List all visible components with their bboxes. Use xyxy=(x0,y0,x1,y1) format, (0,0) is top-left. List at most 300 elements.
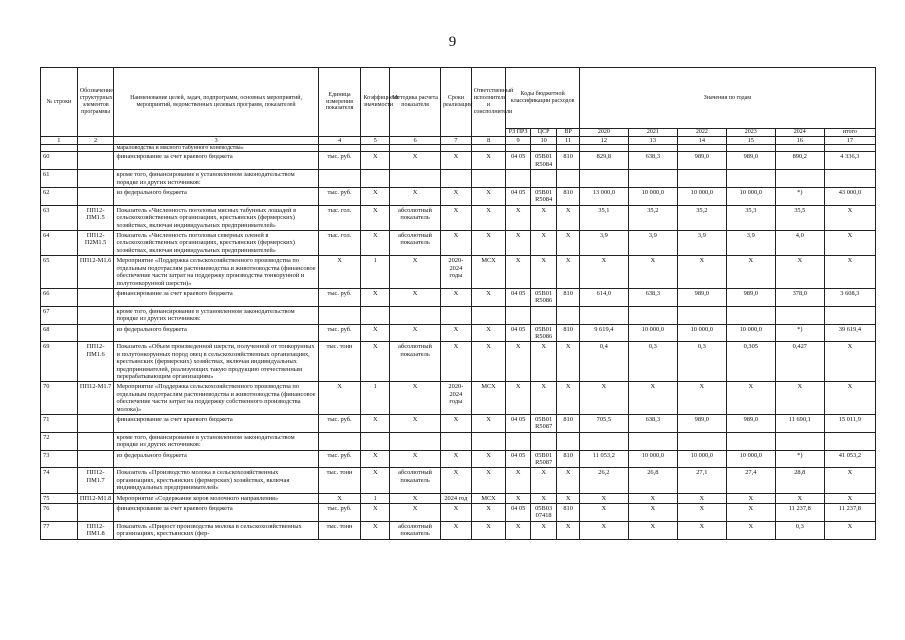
csr-code-cell xyxy=(530,170,557,188)
value-2023: 989,0 xyxy=(726,415,775,433)
csr-code-cell: X xyxy=(530,256,557,289)
executor-cell xyxy=(471,306,506,324)
item-name: Показатель «Прирост производства молока в сельскохозяйственных организациях, крестьянских (фер- xyxy=(114,521,318,539)
value-2022: 10 000,0 xyxy=(677,450,726,468)
terms-cell: X xyxy=(441,450,472,468)
row-number: 77 xyxy=(41,521,78,539)
row-number: 63 xyxy=(41,205,78,230)
value-2024: X xyxy=(775,256,824,289)
coefficient-cell: 1 xyxy=(361,382,390,415)
value-2022: 0,3 xyxy=(677,342,726,382)
item-name: кроме того, финансирование в установленном законодательством порядке из других источников: xyxy=(114,432,318,450)
vr-code-cell: 810 xyxy=(557,288,579,306)
executor-cell: X xyxy=(471,504,506,522)
value-2024: 890,2 xyxy=(775,152,824,170)
table-row xyxy=(41,415,876,433)
structural-element-code: ПП12-М1.7 xyxy=(77,382,114,415)
executor-cell: X xyxy=(471,152,506,170)
header-terms: Сроки реализации xyxy=(441,68,472,137)
header-year: 2021 xyxy=(628,129,677,137)
structural-element-code xyxy=(77,450,114,468)
table-row xyxy=(41,432,876,450)
table-row xyxy=(41,170,876,188)
csr-code-cell: X xyxy=(530,493,557,503)
value-2021: 10 000,0 xyxy=(628,324,677,342)
value-total: 3 608,3 xyxy=(824,288,875,306)
cell xyxy=(318,145,361,152)
cell xyxy=(579,145,628,152)
coefficient-cell: X xyxy=(361,521,390,539)
unit-cell: X xyxy=(318,256,361,289)
continuation-row xyxy=(41,145,876,152)
value-2020: X xyxy=(579,493,628,503)
vr-code-cell: X xyxy=(557,521,579,539)
continuation-text: мараловодства и мясного табунного коневодства» xyxy=(114,145,318,152)
coefficient-cell xyxy=(361,432,390,450)
vr-code-cell: 810 xyxy=(557,415,579,433)
csr-code-cell xyxy=(530,432,557,450)
vr-code-cell: 810 xyxy=(557,324,579,342)
cell xyxy=(726,145,775,152)
coefficient-cell: X xyxy=(361,415,390,433)
value-total: X xyxy=(824,382,875,415)
executor-cell: X xyxy=(471,521,506,539)
executor-cell: X xyxy=(471,288,506,306)
value-total: 4 336,3 xyxy=(824,152,875,170)
value-2023: X xyxy=(726,256,775,289)
header-name: Наименование целей, задач, подпрограмм, основных мероприятий, мероприятий, ведомственных целевых программ, показателей xyxy=(114,68,318,137)
value-2021: X xyxy=(628,493,677,503)
value-2023: X xyxy=(726,493,775,503)
csr-code-cell: X xyxy=(530,342,557,382)
column-number: 13 xyxy=(628,137,677,145)
value-2024: *) xyxy=(775,188,824,206)
value-total xyxy=(824,432,875,450)
row-number: 69 xyxy=(41,342,78,382)
item-name: финансирование за счет краевого бюджета xyxy=(114,152,318,170)
method-cell: абсолютный показатель xyxy=(390,342,441,382)
unit-cell: тыс. руб. xyxy=(318,324,361,342)
terms-cell: X xyxy=(441,188,472,206)
item-name: Мероприятие «Поддержка сельскохозяйственного производства по отдельным подотраслям растениеводства и животноводства (финансовое обеспечение части затрат на поддержку собственного производства молока)» xyxy=(114,382,318,415)
row-number: 74 xyxy=(41,468,78,493)
unit-cell xyxy=(318,306,361,324)
terms-cell: X xyxy=(441,231,472,256)
method-cell xyxy=(390,170,441,188)
vr-code-cell: X xyxy=(557,256,579,289)
value-2021: 10 000,0 xyxy=(628,188,677,206)
structural-element-code: ПП12-М1.8 xyxy=(77,493,114,503)
header-rz: РЗ ПРЗ xyxy=(506,129,530,137)
row-number: 67 xyxy=(41,306,78,324)
csr-code-cell: X xyxy=(530,205,557,230)
column-number: 17 xyxy=(824,137,875,145)
terms-cell: 2020-2024 годы xyxy=(441,382,472,415)
cell xyxy=(530,145,557,152)
value-2023: 989,0 xyxy=(726,152,775,170)
value-2024 xyxy=(775,170,824,188)
coefficient-cell: 1 xyxy=(361,493,390,503)
coefficient-cell xyxy=(361,170,390,188)
value-2021: 26,8 xyxy=(628,468,677,493)
rz-code-cell xyxy=(506,432,530,450)
terms-cell: X xyxy=(441,415,472,433)
header-total: итого xyxy=(824,129,875,137)
coefficient-cell: X xyxy=(361,324,390,342)
terms-cell: X xyxy=(441,521,472,539)
method-cell: X xyxy=(390,504,441,522)
row-number: 75 xyxy=(41,493,78,503)
coefficient-cell: X xyxy=(361,205,390,230)
table-row xyxy=(41,504,876,522)
header-budget-codes: Коды бюджетной классификации расходов xyxy=(506,68,579,129)
item-name: финансирование за счет краевого бюджета xyxy=(114,415,318,433)
unit-cell: тыс. гол. xyxy=(318,231,361,256)
value-2023: 10 000,0 xyxy=(726,188,775,206)
header-year: 2023 xyxy=(726,129,775,137)
value-2020: 26,2 xyxy=(579,468,628,493)
value-total: X xyxy=(824,493,875,503)
coefficient-cell: X xyxy=(361,288,390,306)
csr-code-cell: 05В01 R5084 xyxy=(530,152,557,170)
column-number: 16 xyxy=(775,137,824,145)
rz-code-cell: X xyxy=(506,468,530,493)
coefficient-cell: X xyxy=(361,231,390,256)
column-number: 4 xyxy=(318,137,361,145)
row-number: 76 xyxy=(41,504,78,522)
value-2022 xyxy=(677,432,726,450)
header-csr: ЦСР xyxy=(530,129,557,137)
rz-code-cell: 04 05 xyxy=(506,504,530,522)
executor-cell: X xyxy=(471,231,506,256)
cell xyxy=(557,145,579,152)
rz-code-cell: X xyxy=(506,493,530,503)
executor-cell: X xyxy=(471,324,506,342)
cell xyxy=(390,145,441,152)
value-total: X xyxy=(824,342,875,382)
structural-element-code: ПП12-ПМ1.8 xyxy=(77,521,114,539)
value-2020: 3,9 xyxy=(579,231,628,256)
value-total xyxy=(824,170,875,188)
item-name: из федерального бюджета xyxy=(114,324,318,342)
rz-code-cell: 04 05 xyxy=(506,288,530,306)
method-cell xyxy=(390,306,441,324)
table-row xyxy=(41,152,876,170)
value-2024: X xyxy=(775,382,824,415)
cell xyxy=(628,145,677,152)
vr-code-cell: 810 xyxy=(557,188,579,206)
item-name: Мероприятие «Содержание коров молочного направления» xyxy=(114,493,318,503)
csr-code-cell: 05В01 R5087 xyxy=(530,415,557,433)
table-row xyxy=(41,342,876,382)
row-number: 66 xyxy=(41,288,78,306)
rz-code-cell: X xyxy=(506,342,530,382)
item-name: Показатель «Численность поголовья мясных табунных лошадей в сельскохозяйственных организациях, крестьянских (фермерских) хозяйствах, включая индивидуальных предпринимателей» xyxy=(114,205,318,230)
value-2023: X xyxy=(726,382,775,415)
terms-cell xyxy=(441,432,472,450)
structural-element-code xyxy=(77,170,114,188)
terms-cell: X xyxy=(441,205,472,230)
value-2021: 35,2 xyxy=(628,205,677,230)
value-2021: 638,3 xyxy=(628,415,677,433)
value-2024: 11 690,1 xyxy=(775,415,824,433)
method-cell: абсолютный показатель xyxy=(390,205,441,230)
vr-code-cell xyxy=(557,306,579,324)
csr-code-cell: X xyxy=(530,382,557,415)
value-total: X xyxy=(824,521,875,539)
value-2024: *) xyxy=(775,324,824,342)
value-2020 xyxy=(579,306,628,324)
value-2020: 614,0 xyxy=(579,288,628,306)
column-number: 12 xyxy=(579,137,628,145)
structural-element-code xyxy=(77,324,114,342)
value-2024: *) xyxy=(775,450,824,468)
csr-code-cell: 05В01 R5087 xyxy=(530,450,557,468)
value-2021: 0,3 xyxy=(628,342,677,382)
executor-cell: X xyxy=(471,342,506,382)
rz-code-cell: X xyxy=(506,521,530,539)
value-total: 39 619,4 xyxy=(824,324,875,342)
column-number: 6 xyxy=(390,137,441,145)
item-name: Показатель «Объем произведенной шерсти, полученной от тонкорунных и полутонкорунных пород овец в сельскохозяйственных организациях, крестьянских (фермерских) хозяйствах, включая индивидуальных предпринимателей, реализующих такую продукцию отечественным перерабатывающим организациям» xyxy=(114,342,318,382)
value-2022: X xyxy=(677,256,726,289)
header-subprogram: Обозначение структурных элементов программы xyxy=(77,68,114,137)
value-2022: X xyxy=(677,504,726,522)
coefficient-cell: X xyxy=(361,468,390,493)
value-2022: X xyxy=(677,521,726,539)
value-total xyxy=(824,306,875,324)
rz-code-cell xyxy=(506,170,530,188)
executor-cell xyxy=(471,170,506,188)
terms-cell xyxy=(441,170,472,188)
terms-cell: X xyxy=(441,152,472,170)
rz-code-cell: X xyxy=(506,231,530,256)
program-table xyxy=(40,67,876,540)
executor-cell: X xyxy=(471,450,506,468)
cell xyxy=(775,145,824,152)
value-2020: 11 053,2 xyxy=(579,450,628,468)
item-name: кроме того, финансирование в установленном законодательством порядке из других источников: xyxy=(114,170,318,188)
column-number: 7 xyxy=(441,137,472,145)
unit-cell: тыс. руб. xyxy=(318,504,361,522)
value-2022: X xyxy=(677,382,726,415)
method-cell: X xyxy=(390,450,441,468)
value-2023: X xyxy=(726,504,775,522)
value-2023 xyxy=(726,306,775,324)
value-2022: 10 000,0 xyxy=(677,324,726,342)
value-2022 xyxy=(677,170,726,188)
value-2021: X xyxy=(628,256,677,289)
unit-cell: тыс. тонн xyxy=(318,521,361,539)
method-cell: X xyxy=(390,493,441,503)
method-cell: X xyxy=(390,324,441,342)
csr-code-cell: X xyxy=(530,231,557,256)
value-2020 xyxy=(579,170,628,188)
structural-element-code xyxy=(77,432,114,450)
executor-cell: X xyxy=(471,205,506,230)
value-2022: X xyxy=(677,493,726,503)
coefficient-cell: X xyxy=(361,152,390,170)
vr-code-cell: 810 xyxy=(557,450,579,468)
structural-element-code: ПП12-П2М1.5 xyxy=(77,231,114,256)
column-number: 3 xyxy=(114,137,318,145)
value-2023: X xyxy=(726,521,775,539)
value-total: 43 000,0 xyxy=(824,188,875,206)
executor-cell: МСХ xyxy=(471,256,506,289)
item-name: финансирование за счет краевого бюджета xyxy=(114,504,318,522)
column-number-row xyxy=(41,137,876,145)
vr-code-cell: X xyxy=(557,468,579,493)
cell xyxy=(677,145,726,152)
value-2021: 638,3 xyxy=(628,152,677,170)
value-2020: X xyxy=(579,521,628,539)
rz-code-cell: X xyxy=(506,256,530,289)
structural-element-code xyxy=(77,288,114,306)
row-number: 60 xyxy=(41,152,78,170)
row-number: 70 xyxy=(41,382,78,415)
value-2021: X xyxy=(628,521,677,539)
unit-cell xyxy=(318,432,361,450)
coefficient-cell: X xyxy=(361,450,390,468)
method-cell: X xyxy=(390,256,441,289)
value-2022: 35,2 xyxy=(677,205,726,230)
rz-code-cell: 04 05 xyxy=(506,415,530,433)
value-2023: 10 000,0 xyxy=(726,450,775,468)
column-number: 14 xyxy=(677,137,726,145)
vr-code-cell: X xyxy=(557,382,579,415)
terms-cell: X xyxy=(441,468,472,493)
header-values-by-year: Значения по годам xyxy=(579,68,875,129)
cell xyxy=(41,145,78,152)
structural-element-code: ПП12-М1.6 xyxy=(77,256,114,289)
table-row xyxy=(41,521,876,539)
value-2024: 28,8 xyxy=(775,468,824,493)
structural-element-code: ПП12-ПМ1.6 xyxy=(77,342,114,382)
header-executor: Ответственный исполнитель и соисполнители xyxy=(471,68,506,137)
cell xyxy=(77,145,114,152)
value-2024: 35,5 xyxy=(775,205,824,230)
value-total: 15 011,9 xyxy=(824,415,875,433)
value-2024: 0,427 xyxy=(775,342,824,382)
vr-code-cell: 810 xyxy=(557,504,579,522)
value-2022: 989,0 xyxy=(677,415,726,433)
item-name: из федерального бюджета xyxy=(114,188,318,206)
rz-code-cell: 04 05 xyxy=(506,324,530,342)
item-name: финансирование за счет краевого бюджета xyxy=(114,288,318,306)
vr-code-cell: X xyxy=(557,342,579,382)
terms-cell: X xyxy=(441,504,472,522)
executor-cell: МСХ xyxy=(471,382,506,415)
value-2023: 0,305 xyxy=(726,342,775,382)
cell xyxy=(506,145,530,152)
value-total: X xyxy=(824,231,875,256)
method-cell: абсолютный показатель xyxy=(390,468,441,493)
value-2021: X xyxy=(628,382,677,415)
method-cell: X xyxy=(390,415,441,433)
method-cell: X xyxy=(390,382,441,415)
unit-cell: тыс. руб. xyxy=(318,450,361,468)
csr-code-cell: 05В01 R5084 xyxy=(530,188,557,206)
vr-code-cell xyxy=(557,432,579,450)
value-2021: 10 000,0 xyxy=(628,450,677,468)
value-2021: X xyxy=(628,504,677,522)
value-2021: 638,3 xyxy=(628,288,677,306)
rz-code-cell: 04 05 xyxy=(506,188,530,206)
cell xyxy=(361,145,390,152)
table-row xyxy=(41,256,876,289)
value-2022: 989,0 xyxy=(677,288,726,306)
column-number: 5 xyxy=(361,137,390,145)
unit-cell: X xyxy=(318,382,361,415)
table-row xyxy=(41,306,876,324)
vr-code-cell: X xyxy=(557,205,579,230)
value-2024: 4,0 xyxy=(775,231,824,256)
unit-cell: тыс. руб. xyxy=(318,288,361,306)
coefficient-cell: X xyxy=(361,342,390,382)
table-row xyxy=(41,493,876,503)
value-2024 xyxy=(775,306,824,324)
terms-cell: X xyxy=(441,342,472,382)
value-2022: 27,1 xyxy=(677,468,726,493)
value-2023 xyxy=(726,170,775,188)
value-2024: 11 237,8 xyxy=(775,504,824,522)
value-2022: 989,0 xyxy=(677,152,726,170)
method-cell: абсолютный показатель xyxy=(390,521,441,539)
method-cell: абсолютный показатель xyxy=(390,231,441,256)
method-cell: X xyxy=(390,188,441,206)
coefficient-cell: X xyxy=(361,188,390,206)
unit-cell: тыс. руб. xyxy=(318,415,361,433)
value-2022 xyxy=(677,306,726,324)
header-year: 2020 xyxy=(579,129,628,137)
structural-element-code xyxy=(77,306,114,324)
row-number: 73 xyxy=(41,450,78,468)
rz-code-cell: 04 05 xyxy=(506,450,530,468)
row-number: 62 xyxy=(41,188,78,206)
column-number: 2 xyxy=(77,137,114,145)
vr-code-cell xyxy=(557,170,579,188)
header-coef: Коэффициент значимости xyxy=(361,68,390,137)
column-number: 15 xyxy=(726,137,775,145)
rz-code-cell: X xyxy=(506,205,530,230)
row-number: 72 xyxy=(41,432,78,450)
rz-code-cell: X xyxy=(506,382,530,415)
row-number: 68 xyxy=(41,324,78,342)
value-total: 11 237,8 xyxy=(824,504,875,522)
vr-code-cell: 810 xyxy=(557,152,579,170)
unit-cell xyxy=(318,170,361,188)
row-number: 61 xyxy=(41,170,78,188)
row-number: 71 xyxy=(41,415,78,433)
item-name: Показатель «Численность поголовья северных оленей в сельскохозяйственных организациях, крестьянских (фермерских) хозяйствах, включая индивидуальных предпринимателей» xyxy=(114,231,318,256)
structural-element-code xyxy=(77,504,114,522)
table-row xyxy=(41,382,876,415)
value-2021: 3,9 xyxy=(628,231,677,256)
value-2022: 10 000,0 xyxy=(677,188,726,206)
header-unit: Единица измерения показателя xyxy=(318,68,361,137)
executor-cell: X xyxy=(471,188,506,206)
page-number: 9 xyxy=(448,34,457,50)
value-total: X xyxy=(824,256,875,289)
table-row xyxy=(41,231,876,256)
header-year: 2024 xyxy=(775,129,824,137)
value-2020: 829,8 xyxy=(579,152,628,170)
method-cell: X xyxy=(390,152,441,170)
value-2021 xyxy=(628,306,677,324)
unit-cell: тыс. руб. xyxy=(318,188,361,206)
unit-cell: X xyxy=(318,493,361,503)
terms-cell: 2020-2024 годы xyxy=(441,256,472,289)
